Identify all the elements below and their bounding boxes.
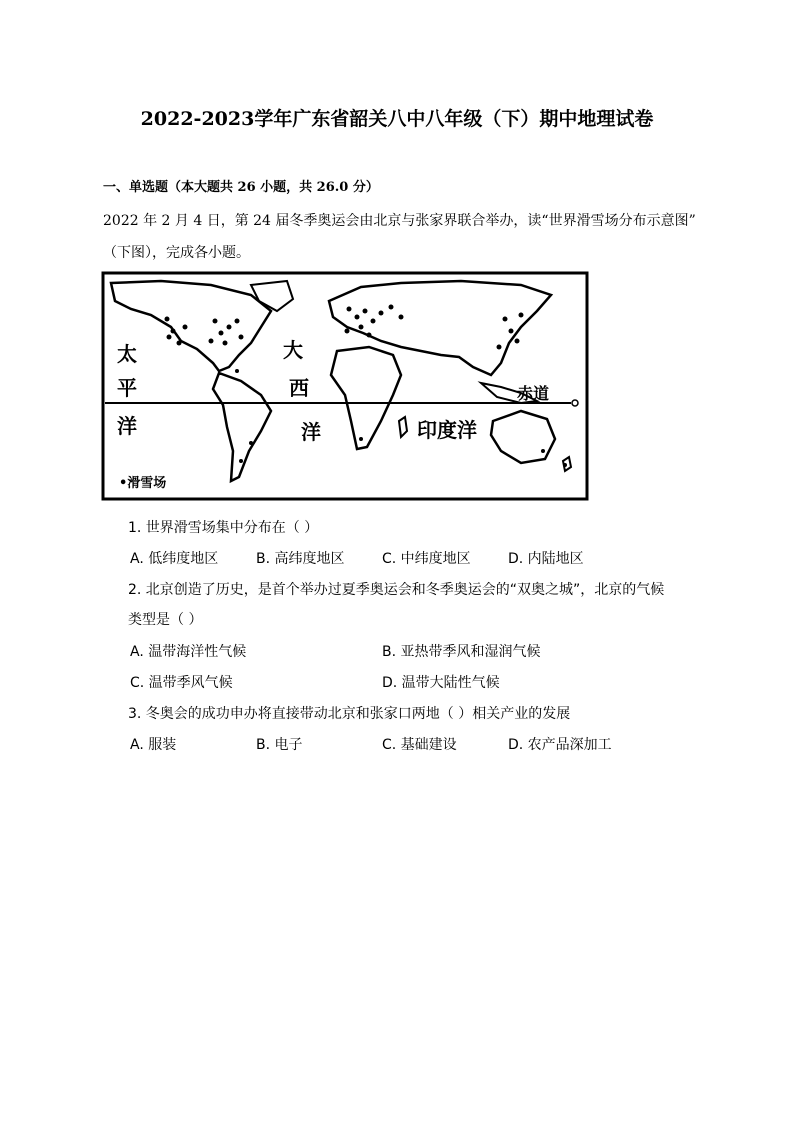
q3-option-b[interactable]: B. 电子 <box>256 737 303 753</box>
map-label-atlantic-1: 大 <box>283 338 303 362</box>
map-label-pacific-2: 平 <box>117 376 137 400</box>
map-label-indian-ocean: 印度洋 <box>417 418 477 442</box>
question-3-stem: 3. 冬奥会的成功申办将直接带动北京和张家口两地（ ）相关产业的发展 <box>128 706 571 722</box>
question-intro <box>103 205 698 269</box>
q2-option-d[interactable]: D. 温带大陆性气候 <box>382 675 500 691</box>
q2-option-b[interactable]: B. 亚热带季风和湿润气候 <box>382 644 541 660</box>
map-label-pacific-3: 洋 <box>117 414 137 438</box>
map-label-equator: 赤道 <box>517 384 550 403</box>
question-2-stem-line-2: 类型是（ ） <box>128 612 203 628</box>
q1-option-d[interactable]: D. 内陆地区 <box>508 551 584 567</box>
exam-title: 2022-2023学年广东省韶关八中八年级（下）期中地理试卷 <box>140 108 654 130</box>
q3-option-d[interactable]: D. 农产品深加工 <box>508 737 612 753</box>
intro-line-1: 2022 年 2 月 4 日，第 24 届冬季奥运会由北京与张家界联合举办，读“世界滑雪场分布示意图” <box>103 213 696 229</box>
world-ski-resort-map <box>101 271 589 501</box>
q2-option-c[interactable]: C. 温带季风气候 <box>130 675 233 691</box>
q1-option-a[interactable]: A. 低纬度地区 <box>130 551 219 567</box>
question-2-stem-line-1: 2. 北京创造了历史，是首个举办过夏季奥运会和冬季奥运会的“双奥之城”，北京的气候 <box>128 582 665 598</box>
q3-option-a[interactable]: A. 服装 <box>130 737 177 753</box>
intro-line-2: （下图），完成各小题。 <box>103 245 250 261</box>
question-1-stem: 1. 世界滑雪场集中分布在（ ） <box>128 520 319 536</box>
q1-option-c[interactable]: C. 中纬度地区 <box>382 551 471 567</box>
map-label-pacific-1: 太 <box>117 342 137 366</box>
q2-option-a[interactable]: A. 温带海洋性气候 <box>130 644 247 660</box>
section-heading: 一、单选题（本大题共 26 小题，共 26.0 分） <box>103 180 379 195</box>
map-legend-ski-resort: •滑雪场 <box>119 476 167 491</box>
map-label-atlantic-3: 洋 <box>301 420 321 444</box>
map-label-atlantic-2: 西 <box>289 376 309 400</box>
q3-option-c[interactable]: C. 基础建设 <box>382 737 457 753</box>
q1-option-b[interactable]: B. 高纬度地区 <box>256 551 345 567</box>
